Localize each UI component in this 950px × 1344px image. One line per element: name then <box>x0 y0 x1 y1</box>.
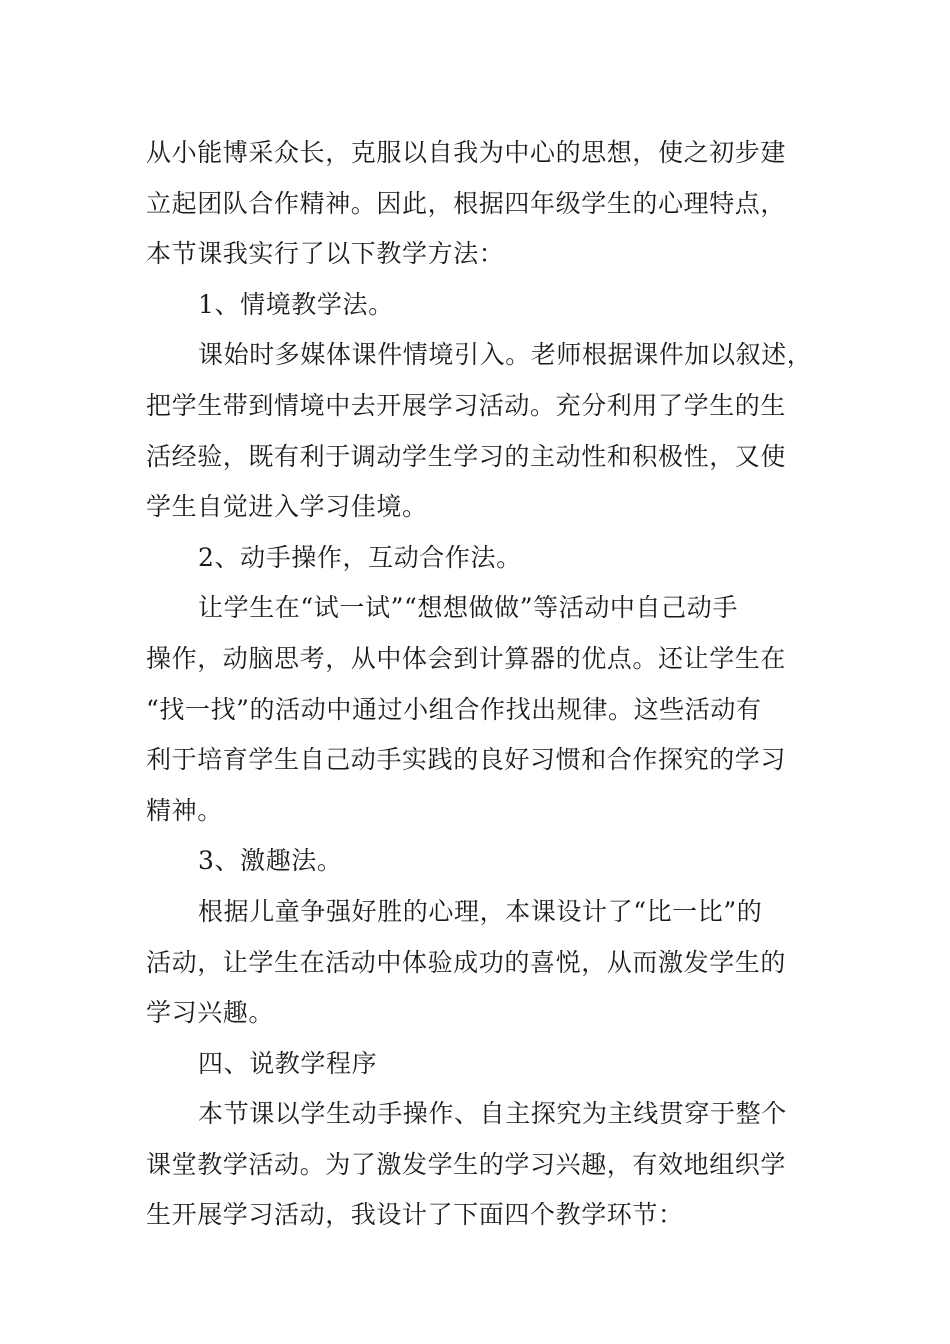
paragraph-line: 生开展学习活动，我设计了下面四个教学环节： <box>146 1200 684 1230</box>
section-heading: 2、动手操作，互动合作法。 <box>198 542 522 572</box>
paragraph-line: 课堂教学活动。为了激发学生的学习兴趣，有效地组织学 <box>146 1149 787 1179</box>
paragraph-line: 学生自觉进入学习佳境。 <box>146 492 428 522</box>
paragraph-line: 本节课我实行了以下教学方法： <box>146 239 505 269</box>
section-heading: 3、激趣法。 <box>198 846 343 876</box>
paragraph-line: 立起团队合作精神。因此，根据四年级学生的心理特点， <box>146 188 787 218</box>
section-heading: 四、说教学程序 <box>198 1048 378 1078</box>
paragraph-line: 课始时多媒体课件情境引入。老师根据课件加以叙述， <box>198 340 813 370</box>
paragraph-line: 本节课以学生动手操作、自主探究为主线贯穿于整个 <box>198 1099 787 1129</box>
paragraph-line: 学习兴趣。 <box>146 998 275 1028</box>
paragraph-line: 根据儿童争强好胜的心理，本课设计了“比一比”的 <box>198 896 763 926</box>
document-body <box>146 128 816 1241</box>
paragraph-line: 操作，动脑思考，从中体会到计算器的优点。还让学生在 <box>146 643 787 673</box>
paragraph-line: “找一找”的活动中通过小组合作找出规律。这些活动有 <box>146 694 762 724</box>
paragraph-line: 利于培育学生自己动手实践的良好习惯和合作探究的学习 <box>146 745 787 775</box>
paragraph-line: 活经验，既有利于调动学生学习的主动性和积极性，又使 <box>146 441 787 471</box>
paragraph-line: 让学生在“试一试”“想想做做”等活动中自己动手 <box>198 593 738 623</box>
section-heading: 1、情境教学法。 <box>198 289 394 319</box>
paragraph-line: 活动，让学生在活动中体验成功的喜悦，从而激发学生的 <box>146 947 787 977</box>
paragraph-line: 精神。 <box>146 795 223 825</box>
paragraph-line: 从小能博采众长，克服以自我为中心的思想，使之初步建 <box>146 138 787 167</box>
paragraph-line: 把学生带到情境中去开展学习活动。充分利用了学生的生 <box>146 390 787 420</box>
